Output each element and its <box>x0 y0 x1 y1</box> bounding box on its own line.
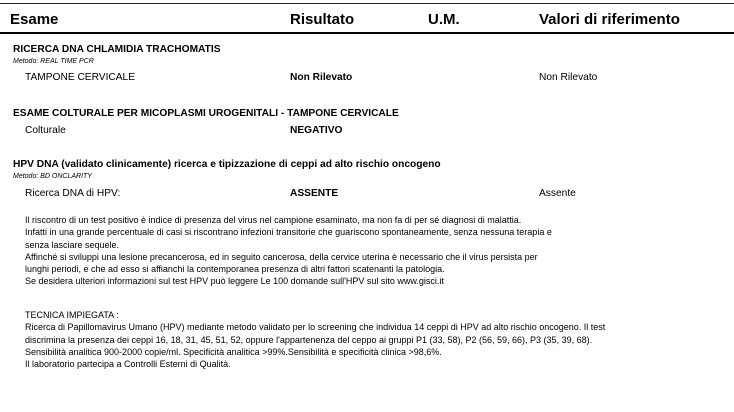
test-reference-hpv: Assente <box>539 188 576 199</box>
test-result-colturale: NEGATIVO <box>290 125 343 136</box>
technique-line: Sensibilità analitica 900-2000 copie/ml. Specificità analitica >99%.Sensibilità e specificità clinica >98,6%. <box>25 346 442 357</box>
test-name-hpv: Ricerca DNA di HPV: <box>25 188 121 199</box>
technique-line: discrimina la presenza dei ceppi 16, 18, 31, 45, 51, 52, oppure l'appartenenza del ceppo ai gruppi P1 (33, 58), P2 (56, 59, 66), P3 (35, 39, 68). <box>25 334 593 345</box>
test-name-colturale: Colturale <box>25 125 66 136</box>
section-method-chlamydia: Metodo: REAL TIME PCR <box>13 58 94 65</box>
technique-paragraph <box>25 309 605 370</box>
note-line: Il riscontro di un test positivo è indice di presenza del virus nel campione esaminato, ma non fa di per sé diagnosi di malattia. <box>25 215 522 225</box>
technique-line: Ricerca di Papillomavirus Umano (HPV) mediante metodo validato per lo screening che individua 14 ceppi di HPV ad alto rischio oncogeno. Il test <box>25 322 606 333</box>
column-header-valori-riferimento: Valori di riferimento <box>539 11 680 28</box>
technique-title: TECNICA IMPIEGATA : <box>25 310 119 320</box>
column-header-risultato: Risultato <box>290 11 355 28</box>
section-title-micoplasmi: ESAME COLTURALE PER MICOPLASMI UROGENITALI - TAMPONE CERVICALE <box>13 108 399 119</box>
note-line: Se desidera ulteriori informazioni sul test HPV può leggere Le 100 domande sull'HPV sul sito www.gisci.it <box>25 276 444 287</box>
test-result-chlamydia: Non Rilevato <box>290 72 353 83</box>
test-reference-chlamydia: Non Rilevato <box>539 72 598 83</box>
note-line: lunghi periodi, e che ad esso si affianchi la contemporanea presenza di altri fattori scatenanti la patologia. <box>25 264 445 275</box>
note-line: Infatti in una grande percentuale di casi si riscontrano infezioni transitorie che guariscono spontaneamente, senza nessuna terapia e <box>25 227 552 238</box>
column-header-um: U.M. <box>428 11 460 28</box>
column-header-esame: Esame <box>10 11 59 28</box>
section-title-chlamydia: RICERCA DNA CHLAMIDIA TRACHOMATIS <box>13 44 221 55</box>
note-line: Affinché si sviluppi una lesione precancerosa, ed in seguito cancerosa, della cervice uterina è necessario che il virus persista per <box>25 251 538 262</box>
top-border-line <box>0 3 734 4</box>
technique-line: Il laboratorio partecipa a Controlli Esterni di Qualità. <box>25 359 231 370</box>
section-title-hpv: HPV DNA (validato clinicamente) ricerca e tipizzazione di ceppi ad alto rischio oncogeno <box>13 159 441 170</box>
header-divider <box>0 32 734 34</box>
hpv-notes-paragraph <box>25 214 552 288</box>
note-line: senza lasciare sequele. <box>25 239 120 250</box>
test-name-chlamydia: TAMPONE CERVICALE <box>25 72 136 83</box>
test-result-hpv: ASSENTE <box>290 188 339 199</box>
section-method-hpv: Metodo: BD ONCLARITY <box>13 173 92 180</box>
